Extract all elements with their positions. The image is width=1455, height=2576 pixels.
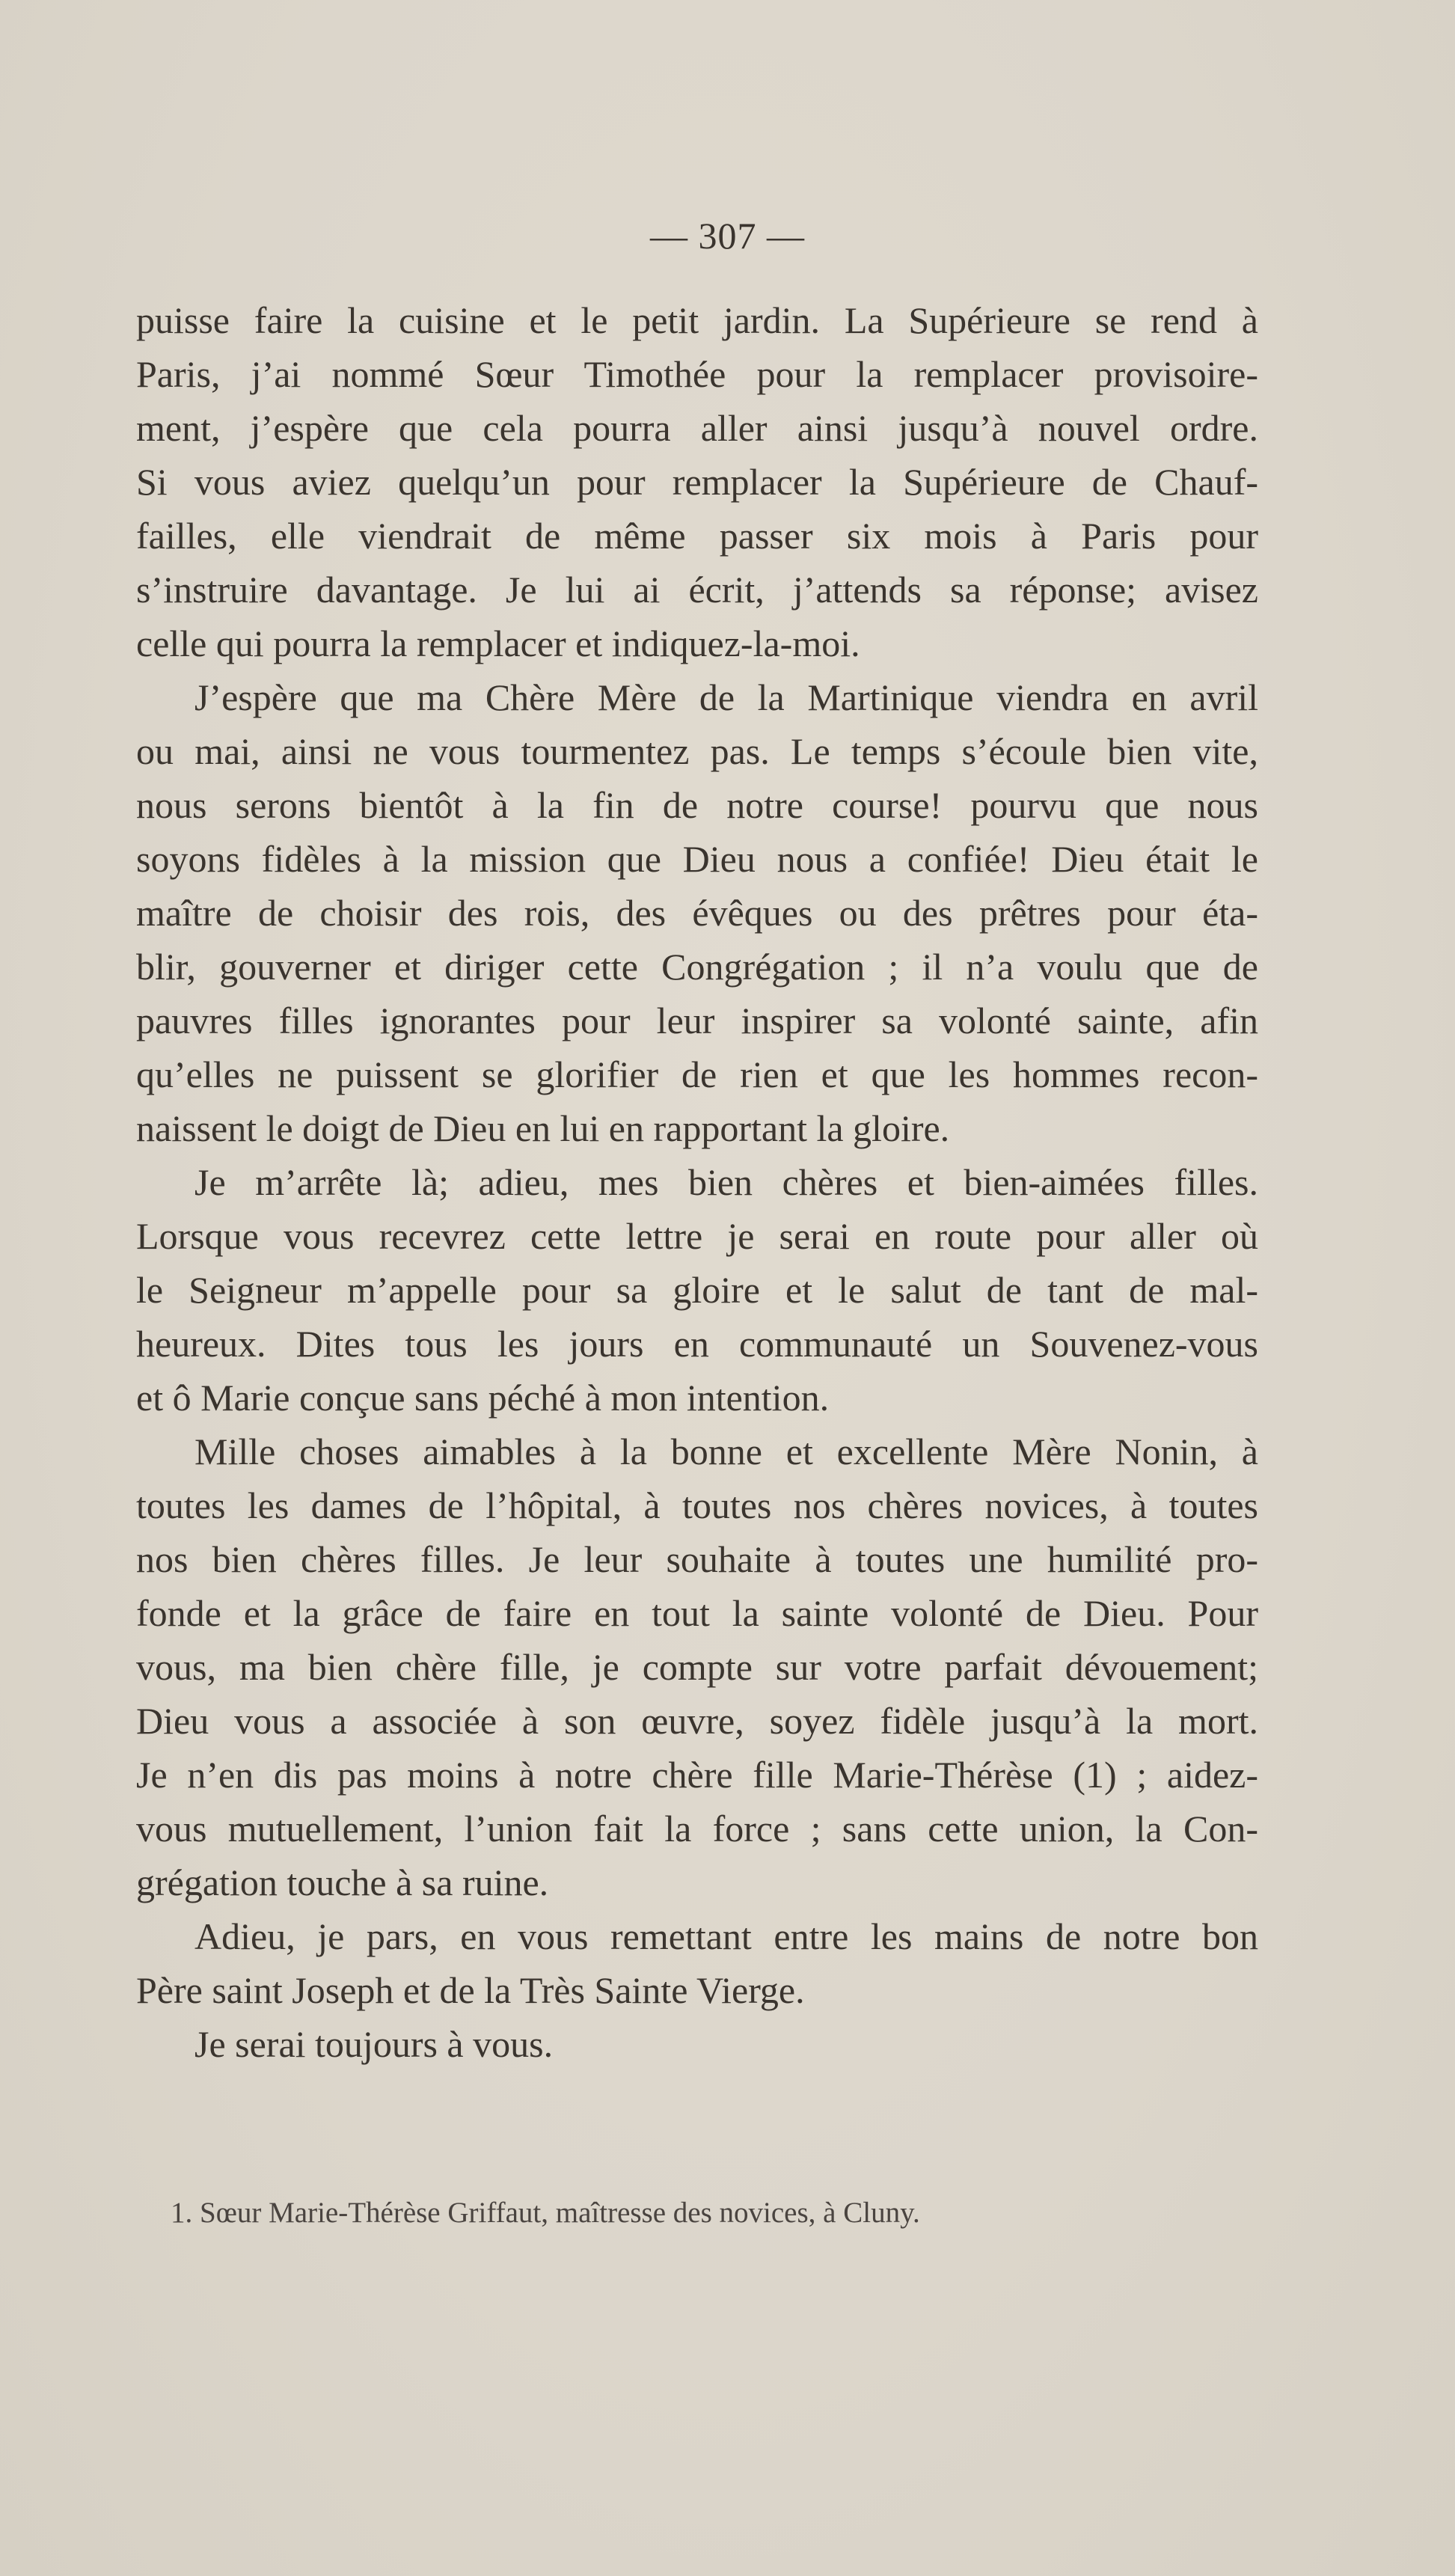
text-line: Dieu vous a associée à son œuvre, soyez fidèle jusqu’à la mort.	[136, 1700, 1258, 1742]
text-line: celle qui pourra la remplacer et indiquez-la-moi.	[136, 622, 860, 664]
text-line: Paris, j’ai nommé Sœur Timothée pour la remplacer provisoire-	[136, 353, 1258, 395]
page-number: — 307 —	[650, 215, 805, 257]
text-line: nos bien chères filles. Je leur souhaite à toutes une humilité pro-	[136, 1538, 1258, 1580]
text-line: le Seigneur m’appelle pour sa gloire et le salut de tant de mal-	[136, 1269, 1258, 1311]
text-line: qu’elles ne puissent se glorifier de rien et que les hommes recon-	[136, 1053, 1258, 1095]
text-line: heureux. Dites tous les jours en communauté un Souvenez-vous	[136, 1323, 1258, 1365]
text-line: Lorsque vous recevrez cette lettre je serai en route pour aller où	[136, 1215, 1258, 1257]
text-line: Je n’en dis pas moins à notre chère fille Marie-Thérèse (1) ; aidez-	[136, 1754, 1258, 1796]
text-line: Je m’arrête là; adieu, mes bien chères et bien-aimées filles.	[194, 1161, 1258, 1203]
text-line: Si vous aviez quelqu’un pour remplacer la Supérieure de Chauf-	[136, 461, 1258, 503]
footnote: 1. Sœur Marie-Thérèse Griffaut, maîtresse des novices, à Cluny.	[171, 2197, 920, 2229]
text-line: Adieu, je pars, en vous remettant entre les mains de notre bon	[194, 1915, 1258, 1957]
text-line: Père saint Joseph et de la Très Sainte Vierge.	[136, 1969, 805, 2011]
text-line: s’instruire davantage. Je lui ai écrit, j’attends sa réponse; avisez	[136, 569, 1258, 611]
text-line: vous mutuellement, l’union fait la force ; sans cette union, la Con-	[136, 1808, 1258, 1850]
text-line: pauvres filles ignorantes pour leur inspirer sa volonté sainte, afin	[136, 1000, 1258, 1041]
text-line: et ô Marie conçue sans péché à mon intention.	[136, 1377, 830, 1419]
text-line: Mille choses aimables à la bonne et excellente Mère Nonin, à	[194, 1431, 1258, 1472]
letter-body	[136, 293, 1258, 2071]
text-line: toutes les dames de l’hôpital, à toutes nos chères novices, à toutes	[136, 1484, 1258, 1526]
text-line: blir, gouverner et diriger cette Congrégation ; il n’a voulu que de	[136, 946, 1258, 988]
text-line: maître de choisir des rois, des évêques ou des prêtres pour éta-	[136, 892, 1258, 934]
text-line: ment, j’espère que cela pourra aller ainsi jusqu’à nouvel ordre.	[136, 407, 1258, 449]
text-line: fonde et la grâce de faire en tout la sainte volonté de Dieu. Pour	[136, 1592, 1258, 1634]
text-line: failles, elle viendrait de même passer six mois à Paris pour	[136, 515, 1258, 557]
text-line: J’espère que ma Chère Mère de la Martinique viendra en avril	[194, 676, 1258, 718]
text-line: Je serai toujours à vous.	[194, 2023, 554, 2065]
text-line: grégation touche à sa ruine.	[136, 1861, 549, 1903]
text-line: ou mai, ainsi ne vous tourmentez pas. Le temps s’écoule bien vite,	[136, 730, 1258, 772]
text-line: puisse faire la cuisine et le petit jardin. La Supérieure se rend à	[136, 299, 1258, 341]
text-line: vous, ma bien chère fille, je compte sur votre parfait dévouement;	[136, 1646, 1258, 1688]
text-line: nous serons bientôt à la fin de notre course! pourvu que nous	[136, 784, 1258, 826]
text-line: naissent le doigt de Dieu en lui en rapportant la gloire.	[136, 1107, 950, 1149]
text-line: soyons fidèles à la mission que Dieu nous a confiée! Dieu était le	[136, 838, 1258, 880]
